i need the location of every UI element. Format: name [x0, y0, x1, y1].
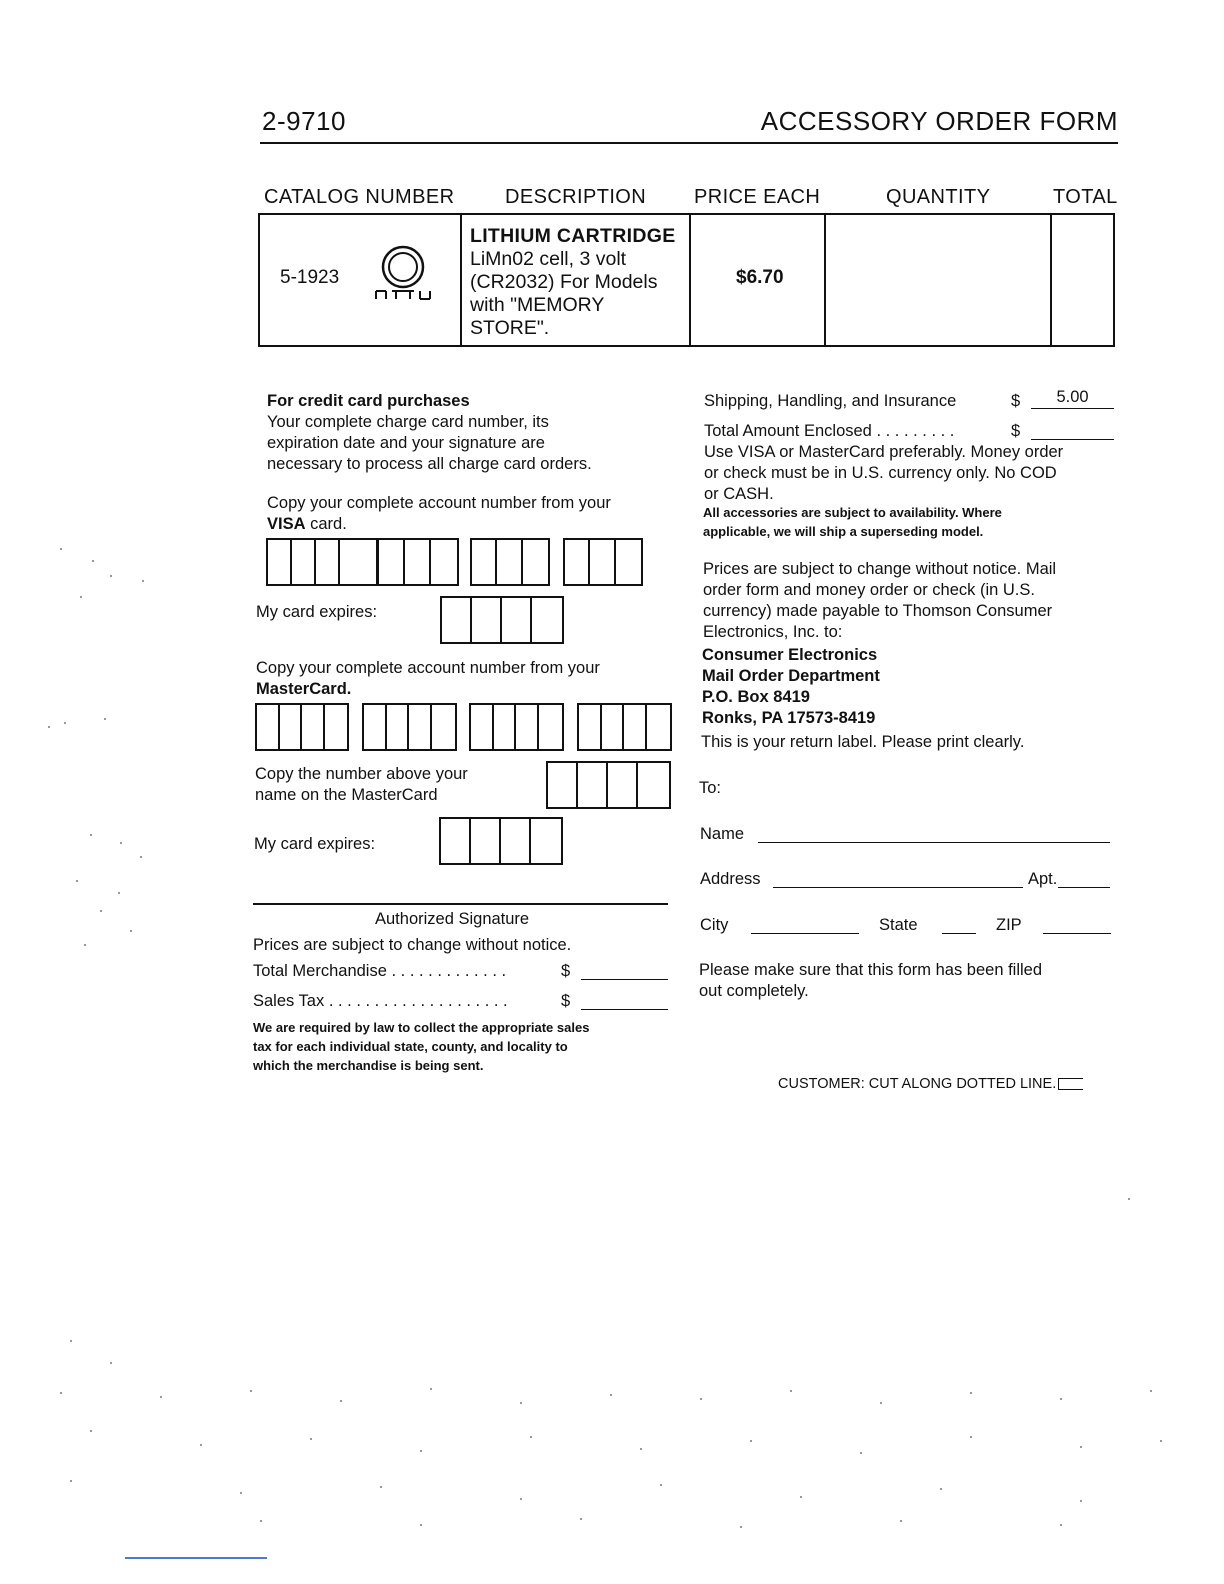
visa-instruction-line [267, 514, 611, 535]
address-line: Consumer Electronics [702, 646, 878, 664]
availability-line: All accessories are subject to availability. Where [703, 505, 1002, 520]
price-each: $6.70 [736, 267, 784, 288]
shipping-value[interactable]: 5.00 [1031, 387, 1114, 409]
total-field[interactable] [1052, 215, 1113, 345]
description-line: LiMn02 cell, 3 volt [470, 248, 627, 270]
description-title: LITHIUM CARTRIDGE [470, 225, 676, 247]
tax-notice-line: tax for each individual state, county, and locality to [253, 1039, 568, 1054]
mc-number-group-1[interactable] [255, 703, 349, 751]
total-enclosed-currency: $ [1011, 422, 1021, 440]
sales-tax-currency: $ [561, 992, 571, 1010]
credit-intro-line: expiration date and your signature are [267, 434, 545, 452]
total-merchandise-label: Total Merchandise [253, 962, 387, 980]
name-field[interactable] [758, 824, 1110, 843]
name-label: Name [700, 825, 745, 843]
visa-label: VISA [267, 515, 306, 533]
city-row [700, 915, 1112, 936]
battery-cartridge-icon [372, 241, 434, 305]
total-enclosed-dots: . . . . . . . . . [871, 422, 955, 440]
quantity-field[interactable] [826, 215, 1050, 345]
credit-intro-line: necessary to process all charge card orders. [267, 455, 592, 473]
description-line: with "MEMORY [470, 294, 605, 316]
tax-notice-line: which the merchandise is being sent. [253, 1058, 484, 1073]
visa-instruction-line: Copy your complete account number from your [267, 494, 611, 512]
sales-tax-row [253, 991, 673, 1012]
mailing-address [702, 645, 880, 729]
mc-number-group-4[interactable] [577, 703, 672, 751]
mc-instruction [256, 658, 600, 700]
sales-tax-field[interactable] [581, 991, 668, 1010]
complete-notice [699, 960, 1042, 1002]
state-label: State [879, 916, 918, 934]
total-enclosed-row [704, 421, 1116, 442]
payment-info [704, 442, 1063, 505]
complete-line: Please make sure that this form has been filled [699, 961, 1043, 979]
order-table [258, 213, 1115, 347]
zip-field[interactable] [1043, 915, 1111, 934]
tax-notice-line: We are required by law to collect the appropriate sales [253, 1020, 590, 1035]
visa-number-group-4[interactable] [563, 538, 643, 586]
visa-expires-label: My card expires: [256, 603, 378, 621]
cut-instruction [778, 1076, 1083, 1092]
mc-expiry-boxes[interactable] [439, 817, 563, 865]
total-merchandise-field[interactable] [581, 961, 668, 980]
visa-number-group-3[interactable] [470, 538, 550, 586]
mail-line: order form and money order or check (in U.S. [703, 581, 1035, 599]
price-notice: Prices are subject to change without notice. [253, 936, 572, 954]
col-description: DESCRIPTION [505, 186, 647, 208]
visa-suffix: card. [305, 515, 347, 533]
total-merchandise-dots: . . . . . . . . . . . . . [386, 962, 507, 980]
address-row [700, 869, 1112, 890]
tax-notice [253, 1018, 589, 1075]
availability-notice [703, 503, 1002, 541]
col-quantity: QUANTITY [886, 186, 991, 208]
total-merchandise-currency: $ [561, 962, 571, 980]
blue-rule [125, 1557, 267, 1559]
to-label: To: [699, 779, 722, 797]
form-number: 2-9710 [262, 106, 346, 136]
mc-security-boxes[interactable] [546, 761, 671, 809]
mc-number-above-line: name on the MasterCard [255, 786, 438, 804]
mc-number-group-2[interactable] [362, 703, 457, 751]
description [470, 225, 676, 340]
return-label-note: This is your return label. Please print clearly. [701, 733, 1025, 751]
mc-number-above [255, 764, 468, 806]
availability-line: applicable, we will ship a superseding model. [703, 524, 984, 539]
payment-line: or check must be in U.S. currency only. No COD [704, 464, 1057, 482]
header-rule [260, 142, 1118, 144]
visa-number-group-1[interactable] [266, 538, 378, 586]
credit-heading: For credit card purchases [267, 392, 470, 410]
mc-number-above-line: Copy the number above your [255, 765, 468, 783]
credit-section [267, 391, 592, 475]
mail-line: Electronics, Inc. to: [703, 623, 843, 641]
zip-label: ZIP [996, 916, 1022, 934]
form-title: ACCESSORY ORDER FORM [760, 106, 1118, 136]
address-field[interactable] [773, 869, 1023, 888]
address-label: Address [700, 870, 761, 888]
description-line: STORE". [470, 317, 550, 339]
col-total: TOTAL [1053, 186, 1118, 208]
city-label: City [700, 916, 729, 934]
city-field[interactable] [751, 915, 859, 934]
cut-instruction-text: CUSTOMER: CUT ALONG DOTTED LINE. [778, 1076, 1057, 1092]
signature-line[interactable] [253, 903, 668, 905]
shipping-row [704, 388, 1116, 412]
apt-label: Apt. [1028, 870, 1058, 888]
name-row [700, 824, 1112, 845]
complete-line: out completely. [699, 982, 809, 1000]
total-enclosed-field[interactable] [1031, 421, 1114, 440]
apt-field[interactable] [1058, 869, 1110, 888]
state-field[interactable] [942, 915, 976, 934]
address-line: Ronks, PA 17573-8419 [702, 709, 876, 727]
catalog-number: 5-1923 [280, 267, 340, 288]
col-price-each: PRICE EACH [694, 186, 821, 208]
payment-line: Use VISA or MasterCard preferably. Money order [704, 443, 1064, 461]
address-line: P.O. Box 8419 [702, 688, 810, 706]
credit-intro-line: Your complete charge card number, its [267, 413, 549, 431]
visa-expiry-boxes[interactable] [440, 596, 564, 644]
mc-label: MasterCard. [256, 680, 352, 698]
visa-instruction [267, 493, 611, 535]
mail-line: Prices are subject to change without notice. Mail [703, 560, 1057, 578]
mc-number-group-3[interactable] [469, 703, 564, 751]
visa-number-group-2[interactable] [377, 538, 459, 586]
signature-label: Authorized Signature [375, 910, 530, 928]
address-line: Mail Order Department [702, 667, 880, 685]
mail-line: currency) made payable to Thomson Consumer [703, 602, 1053, 620]
shipping-label: Shipping, Handling, and Insurance [704, 392, 957, 410]
total-enclosed-label: Total Amount Enclosed [704, 422, 872, 440]
mc-instruction-line: Copy your complete account number from your [256, 659, 600, 677]
scissors-icon [1058, 1078, 1083, 1090]
sales-tax-label: Sales Tax [253, 992, 325, 1010]
mail-info [703, 559, 1056, 643]
description-line: (CR2032) For Models [470, 271, 658, 293]
shipping-currency: $ [1011, 392, 1021, 410]
total-merchandise-row [253, 961, 673, 982]
sales-tax-dots: . . . . . . . . . . . . . . . . . . . . [324, 992, 508, 1010]
payment-line: or CASH. [704, 485, 774, 503]
mc-expires-label: My card expires: [254, 835, 376, 853]
col-catalog-number: CATALOG NUMBER [264, 186, 455, 208]
